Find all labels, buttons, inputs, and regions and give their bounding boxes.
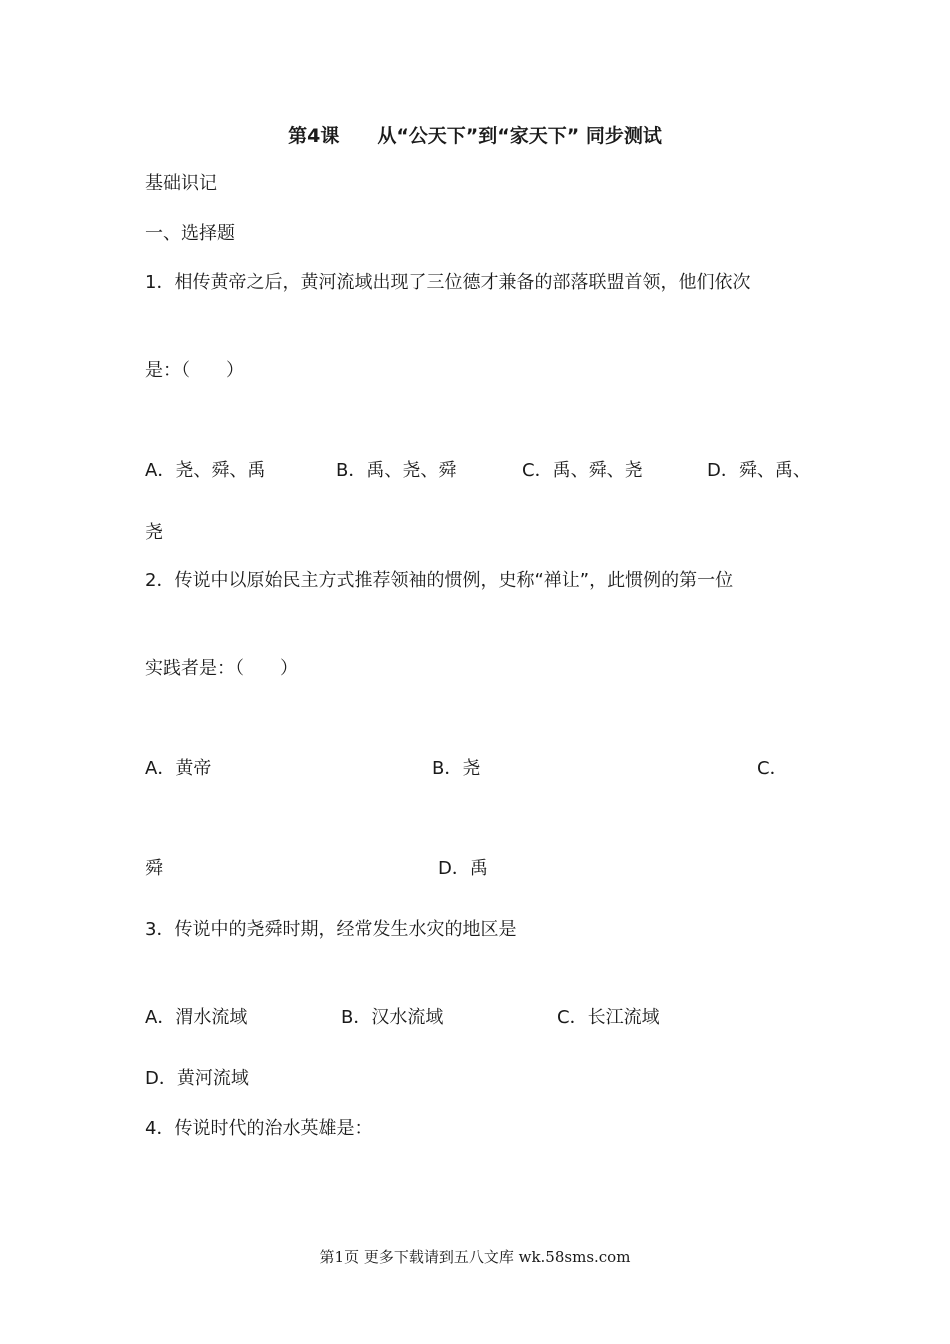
question-3-stem-line1: 3．传说中的尧舜时期，经常发生水灾的地区是 [145,919,517,940]
question-1-stem-line2: 是：（ ） [145,360,244,381]
question-2-stem-line2: 实践者是：（ ） [145,658,298,679]
question-2-option-a: A．黄帝 [145,758,212,779]
question-1-option-b: B．禹、尧、舜 [336,460,457,481]
section-heading: 基础识记 [145,173,217,194]
question-1-option-a: A．尧、舜、禹 [145,460,266,481]
question-2-option-d: D．禹 [438,858,488,879]
part-heading: 一、选择题 [145,223,235,244]
question-2-option-c: C． [757,758,788,779]
question-1-option-d: D．舜、禹、 [707,460,811,481]
page-title: 第4课 从“公天下”到“家天下” 同步测试 [288,125,662,147]
page-footer: 第1页 更多下载请到五八文库 wk.58sms.com [319,1248,631,1266]
question-3-option-b: B．汉水流域 [341,1007,444,1028]
question-1-stem-line1: 1．相传黄帝之后，黄河流域出现了三位德才兼备的部落联盟首领，他们依次 [145,272,751,293]
question-2-stem-line1: 2．传说中以原始民主方式推荐领袖的惯例，史称“禅让”，此惯例的第一位 [145,570,734,591]
question-2-option-b: B．尧 [432,758,481,779]
question-3-option-c: C．长江流域 [557,1007,660,1028]
question-1-option-c: C．禹、舜、尧 [522,460,643,481]
question-2-option-c-wrap: 舜 [145,858,163,879]
question-3-option-a: A．渭水流域 [145,1007,248,1028]
question-1-option-d-wrap: 尧 [145,522,163,543]
question-4-stem-line1: 4．传说时代的治水英雄是： [145,1118,373,1139]
question-3-option-d: D．黄河流域 [145,1068,249,1089]
